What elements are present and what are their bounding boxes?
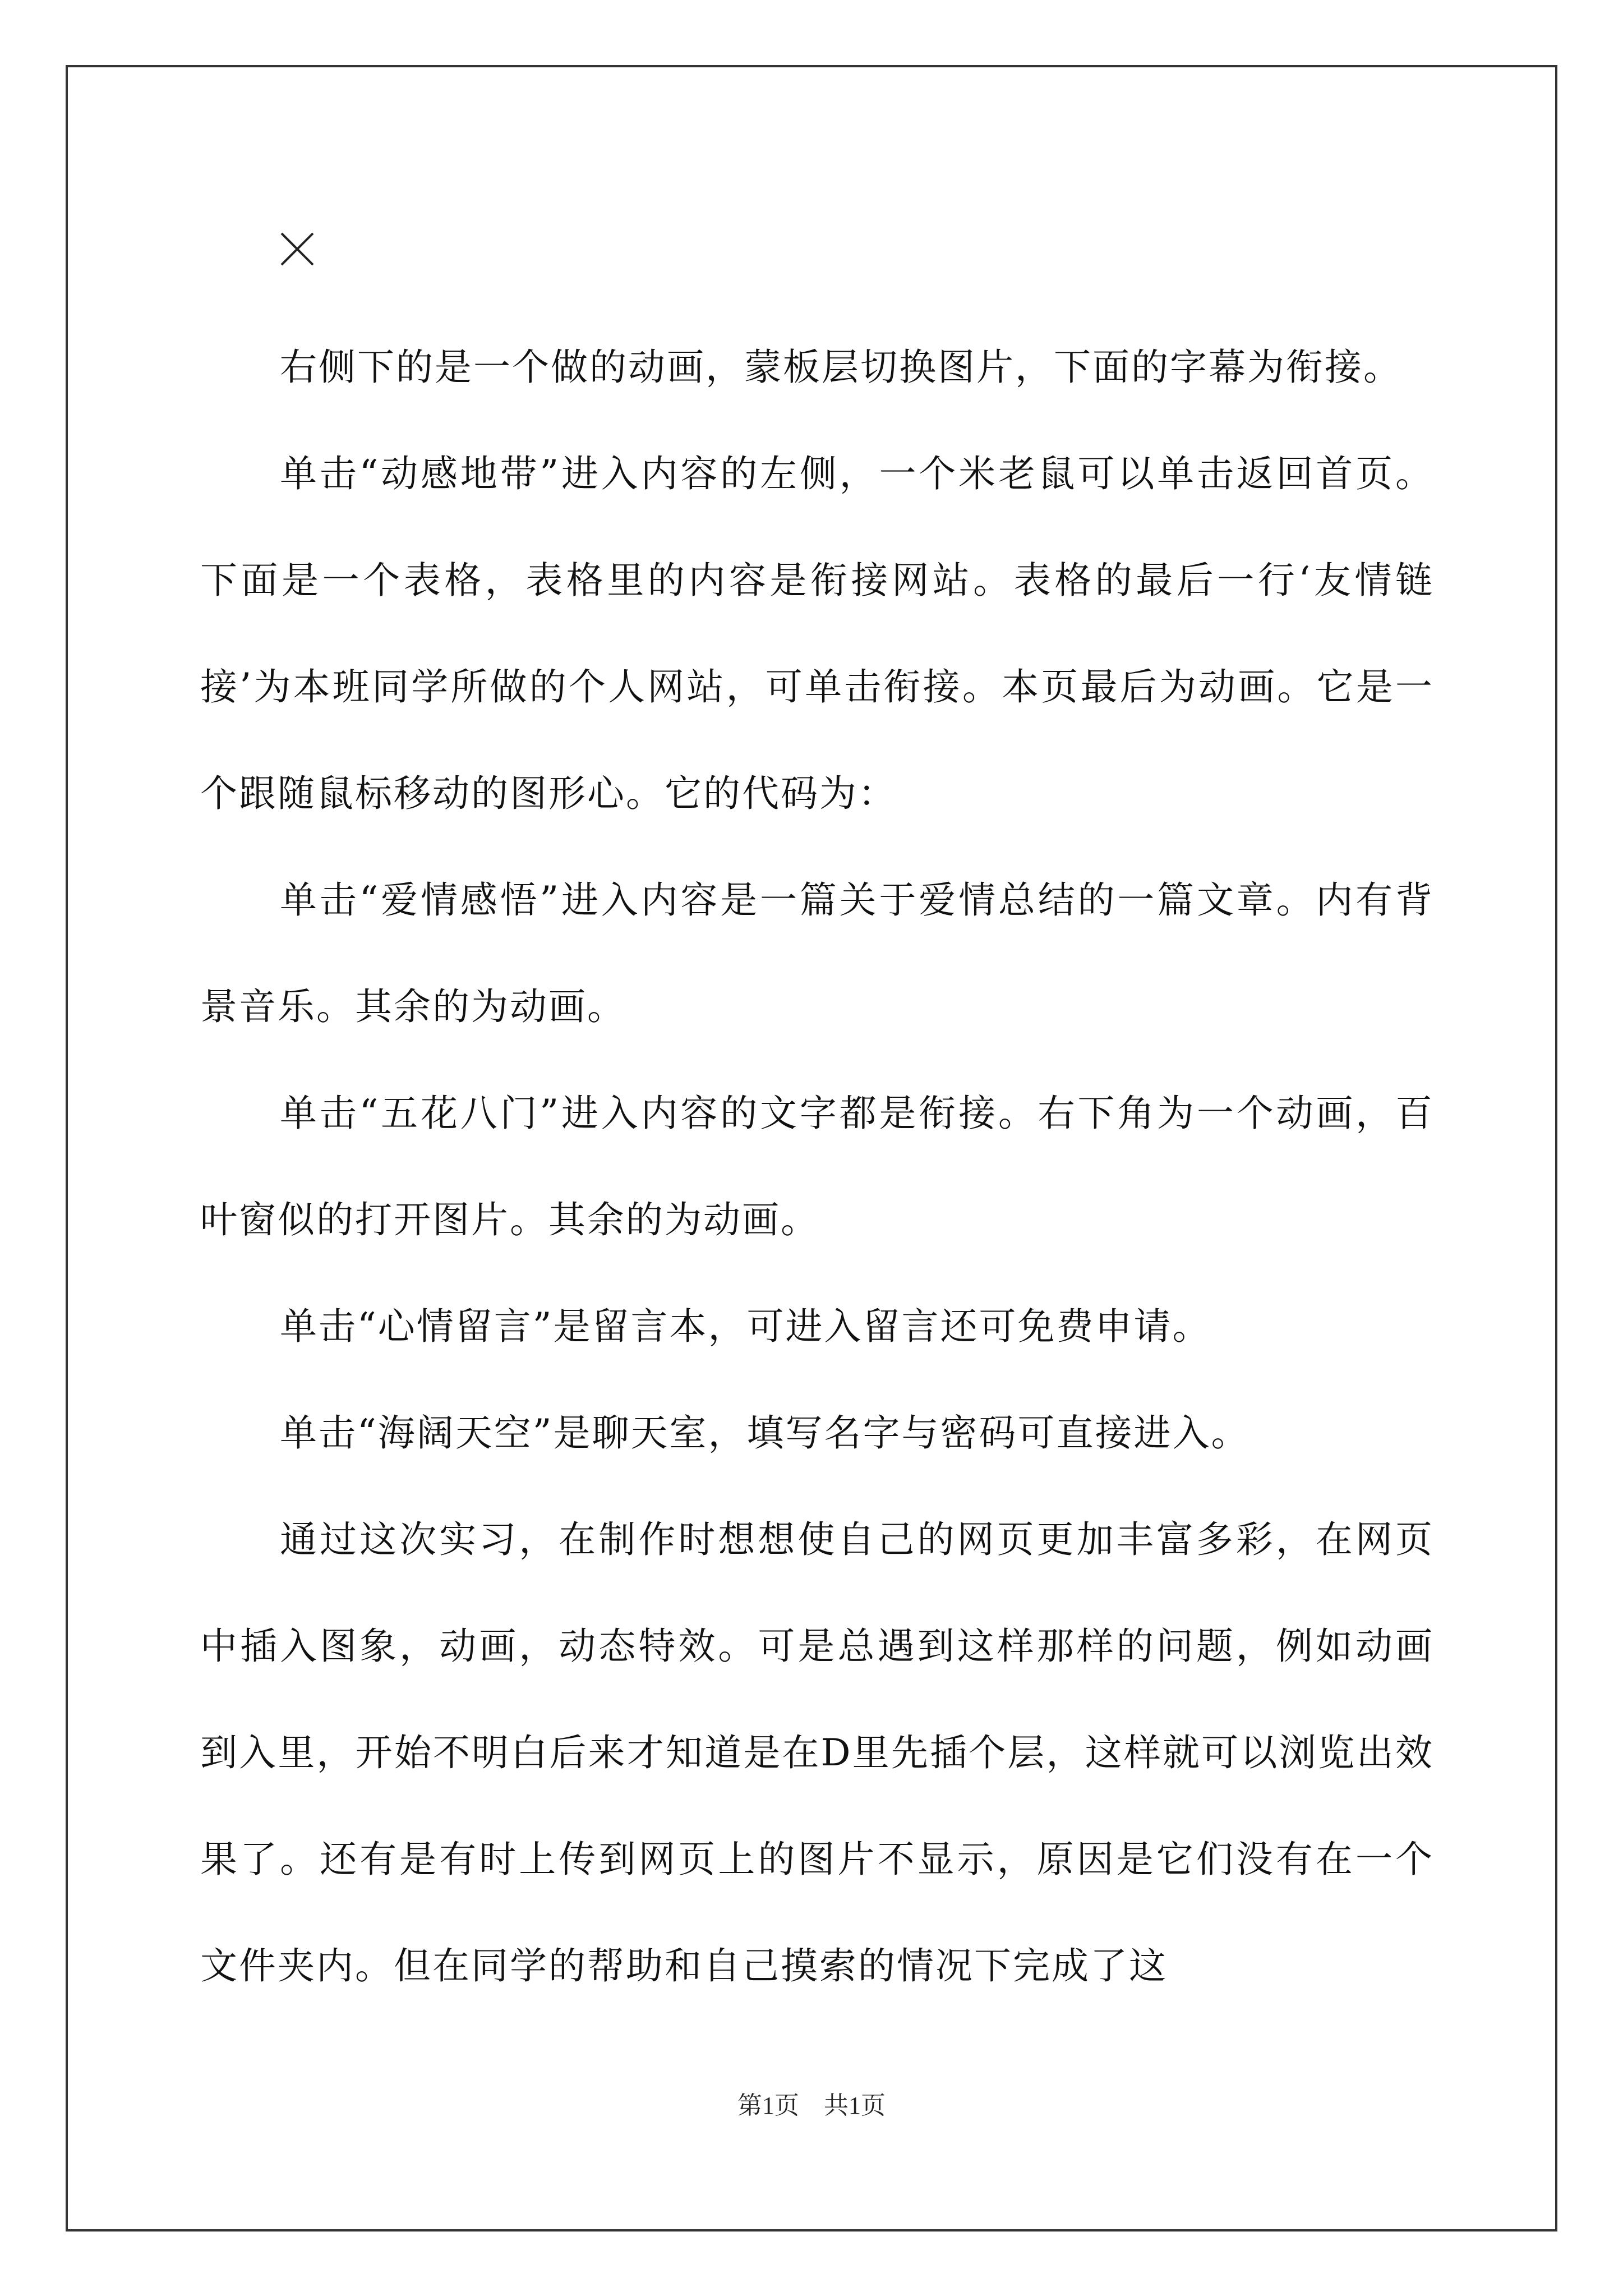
paragraph: 单击“五花八门”进入内容的文字都是衔接。右下角为一个动画，百叶窗似的打开图片。其余的为动画。 (200, 1092, 1434, 1241)
close-x-icon (279, 231, 315, 267)
page-footer: 第1页 共1页 (737, 2092, 886, 2119)
paragraph: 右侧下的是一个做的动画，蒙板层切换图片，下面的字幕为衔接。 (280, 346, 1402, 389)
paragraph: 通过这次实习，在制作时想想使自己的网页更加丰富多彩，在网页中插入图象，动画，动态特效。可是总遇到这样那样的问题，例如动画到入里，开始不明白后来才知道是在D里先插个层，这样就可以浏览出效果了。还有是有时上传到网页上的图片不显示，原因是它们没有在一个文件夹内。但在同学的帮助和自己摸索的情况下完成了这 (200, 1518, 1434, 1987)
paragraph: 单击“海阔天空”是聊天室，填写名字与密码可直接进入。 (280, 1411, 1250, 1455)
paragraph: 单击“心情留言”是留言本，可进入留言还可免费申请。 (280, 1305, 1211, 1348)
paragraph: 单击“动感地带”进入内容的左侧，一个米老鼠可以单击返回首页。下面是一个表格，表格里的内容是衔接网站。表格的最后一行‘友情链接’为本班同学所做的个人网站，可单击衔接。本页最后为动画。它是一个跟随鼠标移动的图形心。它的代码为： (200, 452, 1434, 815)
paragraph: 单击“爱情感悟”进入内容是一篇关于爱情总结的一篇文章。内有背景音乐。其余的为动画。 (200, 878, 1434, 1028)
document-body (200, 314, 1434, 2019)
